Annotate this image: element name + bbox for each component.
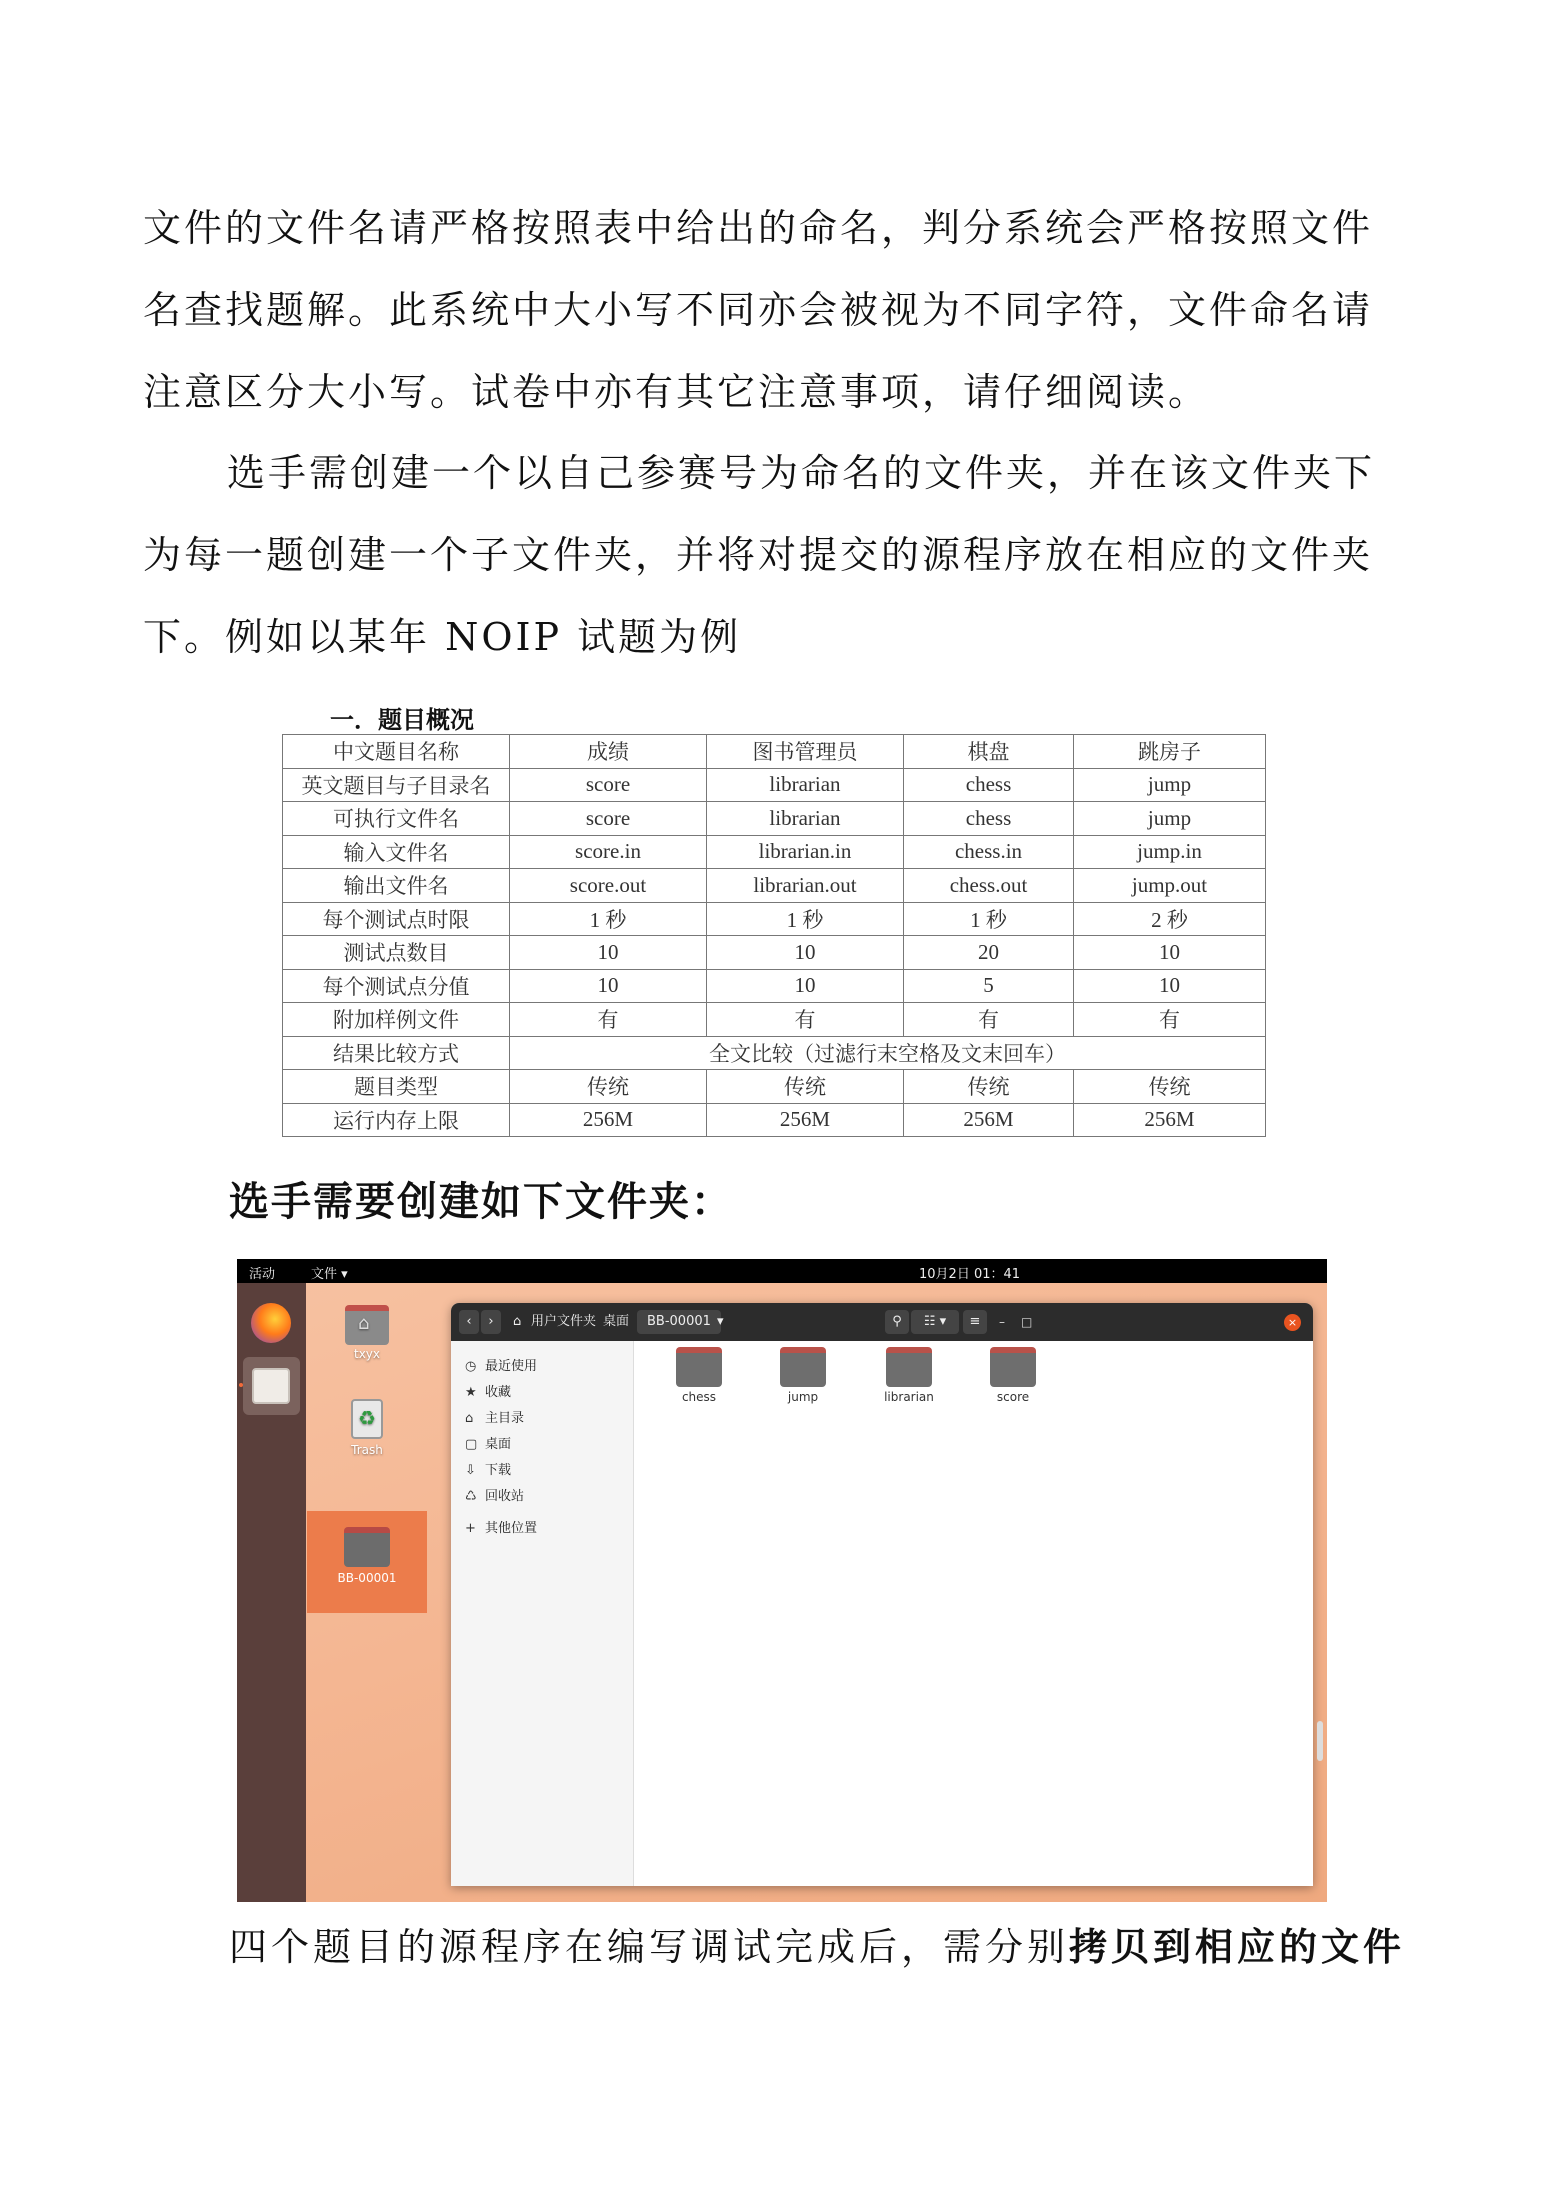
table-row	[283, 768, 1266, 802]
table-cell: 棋盘	[904, 735, 1074, 769]
table-row	[283, 802, 1266, 836]
files-app-icon[interactable]	[252, 1368, 290, 1404]
folder-librarian[interactable]: librarian	[869, 1347, 949, 1404]
table-cell: 结果比较方式	[283, 1036, 510, 1070]
table-cell: jump	[1074, 802, 1266, 836]
desktop-icon: ▢	[465, 1437, 478, 1452]
folder-icon	[886, 1347, 932, 1387]
table-cell: 成绩	[510, 735, 707, 769]
table-cell: librarian.out	[707, 869, 904, 903]
home-folder-icon	[345, 1305, 389, 1345]
table-cell: 每个测试点时限	[283, 902, 510, 936]
dock	[237, 1283, 306, 1902]
table-row	[283, 1036, 1266, 1070]
table-cell: 附加样例文件	[283, 1003, 510, 1037]
paragraph-folder-instructions: 选手需创建一个以自己参赛号为命名的文件夹，并在该文件夹下为每一题创建一个子文件夹，并将对提交的源程序放在相应的文件夹下。例如以某年 NOIP 试题为例	[143, 451, 1376, 659]
paragraph-copy-instructions: 四个题目的源程序在编写调试完成后，需分别拷贝到相应的文件	[229, 1924, 1406, 1969]
table-cell: 10	[707, 969, 904, 1003]
sidebar-item-starred[interactable]: ★ 收藏	[465, 1385, 512, 1400]
table-row	[283, 835, 1266, 869]
table-cell: 有	[1074, 1003, 1266, 1037]
desktop-folder-label: BB-00001	[337, 1571, 397, 1585]
table-cell: 跳房子	[1074, 735, 1266, 769]
breadcrumb-dropdown-icon[interactable]: ▾	[717, 1314, 724, 1329]
table-cell: chess	[904, 768, 1074, 802]
breadcrumb-user-folder[interactable]: 用户文件夹	[531, 1314, 597, 1329]
running-indicator	[239, 1383, 243, 1387]
sidebar-item-desktop[interactable]: ▢ 桌面	[465, 1437, 512, 1452]
table-cell: score.out	[510, 869, 707, 903]
table-cell: jump	[1074, 768, 1266, 802]
table-cell: 256M	[510, 1103, 707, 1137]
table-row	[283, 936, 1266, 970]
menu-icon[interactable]: ≡	[963, 1310, 987, 1334]
table-cell: 10	[1074, 969, 1266, 1003]
table-cell: 10	[510, 936, 707, 970]
table-cell: librarian.in	[707, 835, 904, 869]
folder-icon	[344, 1527, 390, 1567]
table-cell: 题目类型	[283, 1070, 510, 1104]
table-row	[283, 902, 1266, 936]
table-cell: 10	[1074, 936, 1266, 970]
view-options-icon[interactable]: ☷ ▾	[911, 1310, 959, 1334]
table-row	[283, 1003, 1266, 1037]
desktop-trash[interactable]	[322, 1399, 412, 1457]
sidebar	[451, 1341, 634, 1886]
minimize-icon[interactable]: –	[999, 1315, 1005, 1329]
table-cell: 运行内存上限	[283, 1103, 510, 1137]
sidebar-item-home[interactable]: ⌂ 主目录	[465, 1411, 525, 1426]
clock[interactable]: 10月2日 01：41	[919, 1267, 1021, 1282]
sidebar-item-trash[interactable]: ♺ 回收站	[465, 1489, 525, 1504]
table-cell: 可执行文件名	[283, 802, 510, 836]
table-cell: 20	[904, 936, 1074, 970]
star-icon: ★	[465, 1385, 477, 1400]
folder-chess[interactable]: chess	[659, 1347, 739, 1404]
table-cell: jump.out	[1074, 869, 1266, 903]
table-cell: 传统	[904, 1070, 1074, 1104]
table-cell: 10	[707, 936, 904, 970]
table-cell: 有	[707, 1003, 904, 1037]
table-cell: 英文题目与子目录名	[283, 768, 510, 802]
search-icon[interactable]: ⚲	[885, 1310, 909, 1334]
top-bar	[237, 1259, 1327, 1283]
forward-button[interactable]: ›	[481, 1310, 501, 1334]
table-title: 一．题目概况	[330, 706, 474, 734]
activities-button[interactable]: 活动	[249, 1267, 276, 1282]
table-row	[283, 1103, 1266, 1137]
scrollbar[interactable]	[1317, 1721, 1323, 1761]
window-header	[451, 1303, 1313, 1341]
firefox-icon[interactable]	[251, 1303, 291, 1343]
home-icon: ⌂	[465, 1411, 474, 1426]
trash-icon: ♻	[351, 1399, 383, 1439]
desktop-trash-label: Trash	[351, 1443, 383, 1457]
table-cell: chess.in	[904, 835, 1074, 869]
desktop-home-label: txyx	[353, 1347, 380, 1361]
folder-icon	[780, 1347, 826, 1387]
plus-icon: +	[465, 1521, 476, 1536]
table-cell: chess.out	[904, 869, 1074, 903]
table-row	[283, 735, 1266, 769]
table-row	[283, 969, 1266, 1003]
table-cell: 5	[904, 969, 1074, 1003]
desktop-selected-folder[interactable]	[307, 1511, 427, 1613]
table-cell: librarian	[707, 768, 904, 802]
table-cell: 有	[510, 1003, 707, 1037]
ubuntu-desktop-screenshot	[237, 1259, 1327, 1902]
problem-overview-table	[282, 734, 1266, 1137]
table-cell: 中文题目名称	[283, 735, 510, 769]
folder-icon	[676, 1347, 722, 1387]
table-cell: score.in	[510, 835, 707, 869]
file-manager-window	[451, 1303, 1313, 1886]
desktop-home-folder[interactable]	[322, 1305, 412, 1361]
sidebar-item-other-locations[interactable]: + 其他位置	[465, 1521, 538, 1536]
table-cell: jump.in	[1074, 835, 1266, 869]
table-cell: 256M	[1074, 1103, 1266, 1137]
table-cell: 1 秒	[707, 902, 904, 936]
table-cell: score	[510, 802, 707, 836]
table-cell: 2 秒	[1074, 902, 1266, 936]
table-cell: 256M	[707, 1103, 904, 1137]
table-cell: 输入文件名	[283, 835, 510, 869]
table-cell: 有	[904, 1003, 1074, 1037]
table-cell: 全文比较（过滤行末空格及文末回车）	[510, 1036, 1266, 1070]
folder-score[interactable]: score	[973, 1347, 1053, 1404]
folder-icon	[990, 1347, 1036, 1387]
folder-jump[interactable]: jump	[763, 1347, 843, 1404]
table-row	[283, 869, 1266, 903]
table-cell: librarian	[707, 802, 904, 836]
table-cell: 输出文件名	[283, 869, 510, 903]
table-cell: 传统	[707, 1070, 904, 1104]
sidebar-item-downloads[interactable]: ⇩ 下载	[465, 1463, 512, 1478]
table-cell: 10	[510, 969, 707, 1003]
paragraph-naming-rules: 文件的文件名请严格按照表中给出的命名，判分系统会严格按照文件名查找题解。此系统中大小写不同亦会被视为不同字符，文件命名请注意区分大小写。试卷中亦有其它注意事项，请仔细阅读。	[143, 206, 1374, 414]
breadcrumb-current[interactable]: BB-00001	[637, 1310, 721, 1334]
close-icon[interactable]: ×	[1284, 1314, 1301, 1331]
sidebar-item-recent[interactable]: ◷ 最近使用	[465, 1359, 538, 1374]
clock-icon: ◷	[465, 1359, 477, 1374]
table-row	[283, 1070, 1266, 1104]
table-cell: 测试点数目	[283, 936, 510, 970]
maximize-icon[interactable]: □	[1021, 1315, 1033, 1329]
table-cell: 256M	[904, 1103, 1074, 1137]
table-cell: 1 秒	[904, 902, 1074, 936]
caption-create-folders: 选手需要创建如下文件夹：	[229, 1179, 733, 1225]
table-cell: 图书管理员	[707, 735, 904, 769]
home-crumb-icon[interactable]: ⌂	[513, 1314, 522, 1329]
table-cell: 每个测试点分值	[283, 969, 510, 1003]
table-cell: chess	[904, 802, 1074, 836]
back-button[interactable]: ‹	[459, 1310, 479, 1334]
trash-icon: ♺	[465, 1489, 477, 1504]
table-cell: 传统	[1074, 1070, 1266, 1104]
download-icon: ⇩	[465, 1463, 476, 1478]
table-cell: 1 秒	[510, 902, 707, 936]
files-app-menu[interactable]: 文件 ▾	[311, 1267, 348, 1282]
table-cell: score	[510, 768, 707, 802]
table-cell: 传统	[510, 1070, 707, 1104]
breadcrumb-desktop[interactable]: 桌面	[603, 1314, 630, 1329]
